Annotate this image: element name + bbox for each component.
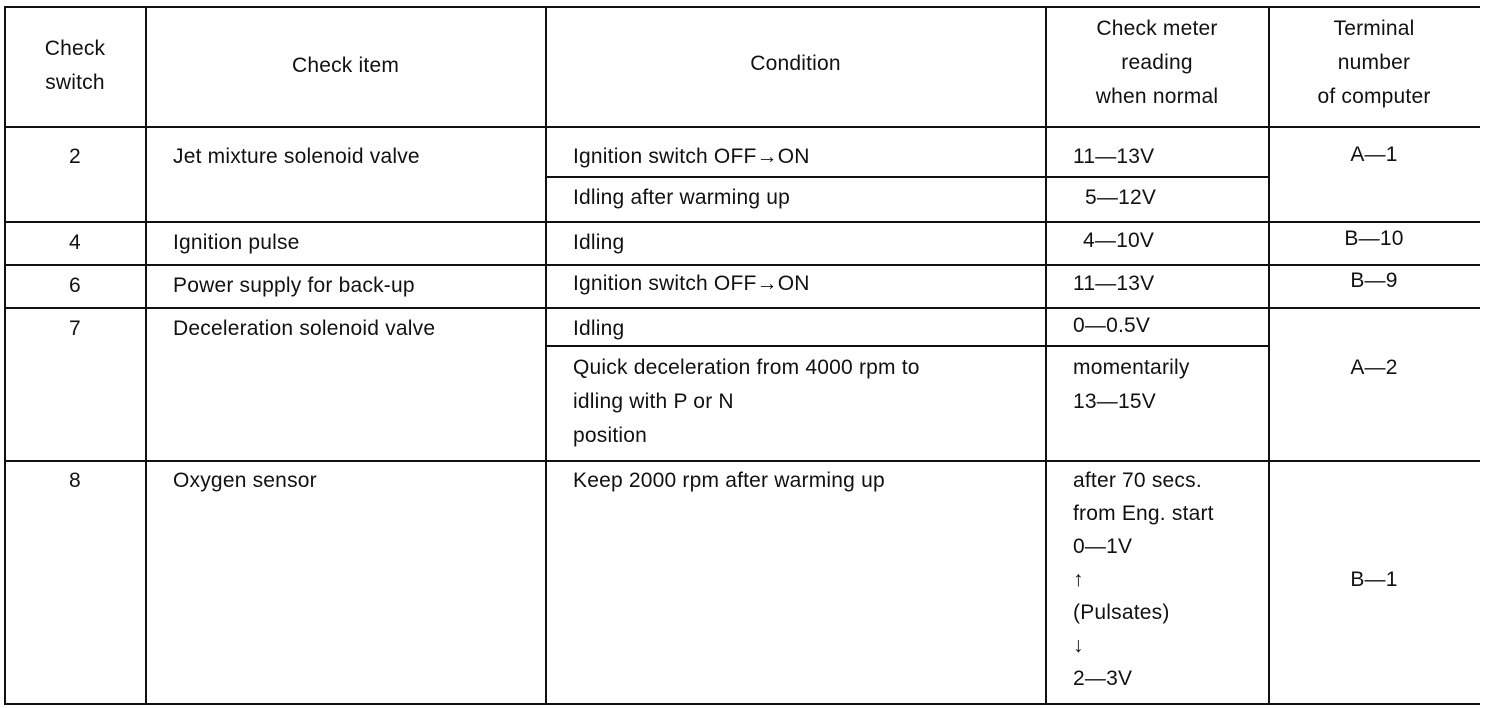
row-7-terminal: A—2 <box>1350 356 1398 379</box>
row-6-reading-1: 11—13V <box>1073 272 1155 295</box>
row-2-terminal: A—1 <box>1350 143 1398 166</box>
rule-left <box>4 6 6 705</box>
row-6-terminal: B—9 <box>1350 269 1398 292</box>
header-check-item: Check item <box>291 54 400 77</box>
row-2-condition-2: Idling after warming up <box>573 186 791 209</box>
row-4-item: Ignition pulse <box>173 231 300 254</box>
rule-row7-split <box>546 345 1268 347</box>
rule-row2-split <box>546 176 1268 178</box>
row-2-condition-1: Ignition switch OFF→ON <box>573 145 810 168</box>
row-4-terminal: B—10 <box>1344 227 1404 250</box>
row-8-terminal: B—1 <box>1350 568 1398 591</box>
row-7-reading-2: momentarily 13—15V <box>1073 356 1190 413</box>
header-terminal: Terminal number of computer <box>1317 17 1431 108</box>
header-check-switch: Check switch <box>44 37 106 94</box>
rule-top <box>4 6 1480 8</box>
rule-bottom <box>4 703 1480 705</box>
row-8-switch: 8 <box>69 469 81 492</box>
row-2-switch: 2 <box>69 145 81 168</box>
row-2-reading-2: 5—12V <box>1085 186 1157 209</box>
rule-col2 <box>545 6 547 705</box>
rule-row2-bottom <box>4 221 1480 223</box>
row-6-condition-1: Ignition switch OFF→ON <box>573 272 810 295</box>
row-7-reading-1: 0—0.5V <box>1073 314 1151 337</box>
row-7-item: Deceleration solenoid valve <box>173 317 436 340</box>
header-condition: Condition <box>750 52 841 75</box>
row-8-reading-1: after 70 secs. from Eng. start 0—1V ↑ (Pulsates) ↓ 2—3V <box>1073 469 1214 690</box>
row-8-condition-1: Keep 2000 rpm after warming up <box>573 469 885 492</box>
rule-header-bottom <box>4 126 1480 128</box>
rule-row7-bottom <box>4 460 1480 462</box>
row-7-switch: 7 <box>69 317 81 340</box>
row-6-switch: 6 <box>69 274 81 297</box>
rule-row6-bottom <box>4 307 1480 309</box>
row-4-reading-1: 4—10V <box>1083 229 1155 252</box>
rule-row4-bottom <box>4 264 1480 266</box>
row-2-item: Jet mixture solenoid valve <box>173 145 420 168</box>
row-7-condition-1: Idling <box>573 317 625 340</box>
row-4-switch: 4 <box>69 231 81 254</box>
row-2-reading-1: 11—13V <box>1073 145 1155 168</box>
row-7-condition-2: Quick deceleration from 4000 rpm to idling with P or N position <box>573 356 920 447</box>
row-4-condition-1: Idling <box>573 231 625 254</box>
row-8-item: Oxygen sensor <box>173 469 317 492</box>
row-6-item: Power supply for back-up <box>173 274 415 297</box>
header-meter-reading: Check meter reading when normal <box>1095 17 1219 108</box>
rule-col1 <box>145 6 147 705</box>
